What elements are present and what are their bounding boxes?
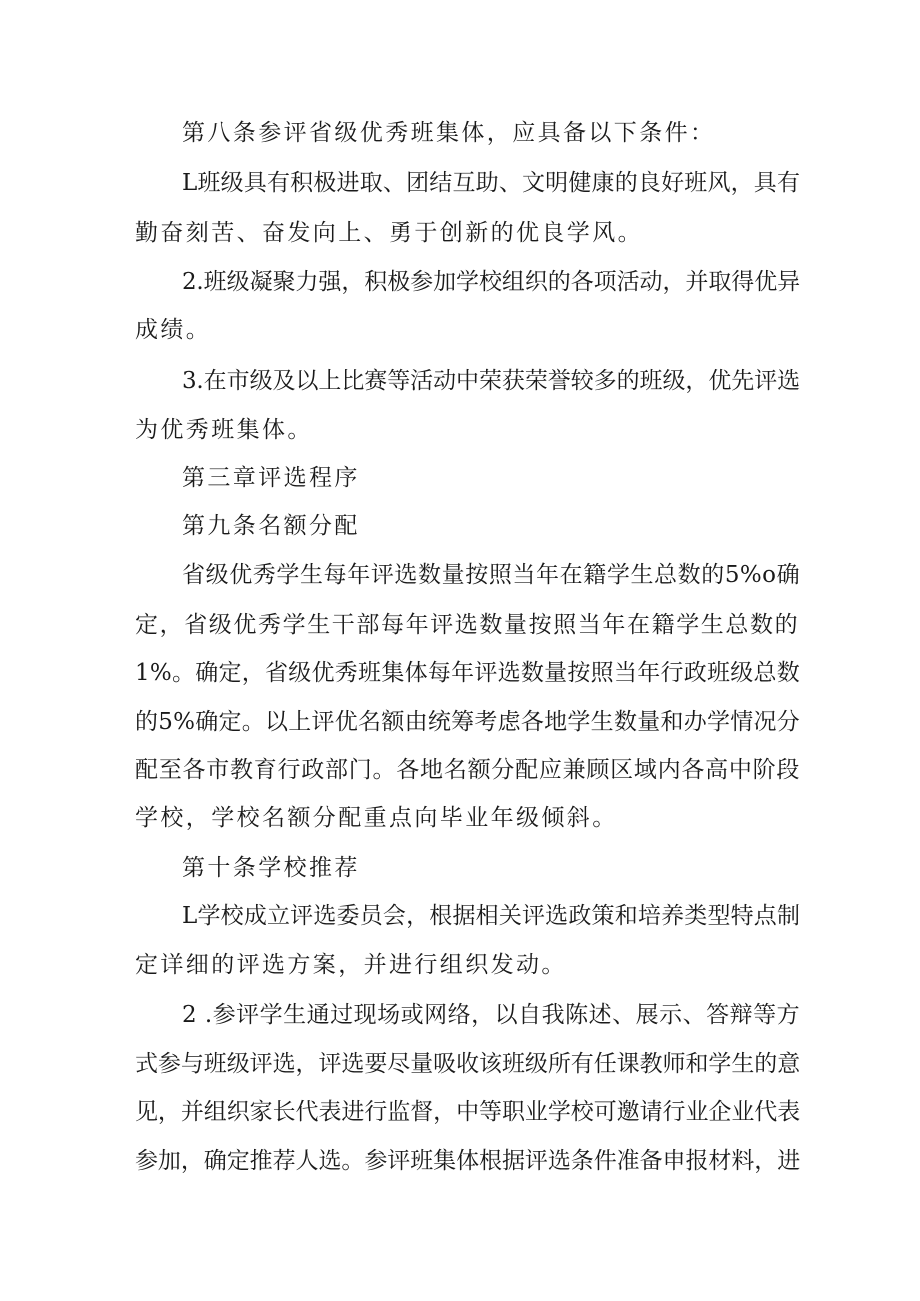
text-line: 1%。确定，省级优秀班集体每年评选数量按照当年行政班级总数 <box>135 660 800 686</box>
chapter-3-heading: 第三章评选程序 <box>182 465 360 491</box>
article-8-heading: 第八条参评省级优秀班集体，应具备以下条件： <box>182 120 716 146</box>
text-line: L学校成立评选委员会，根据相关评选政策和培养类型特点制 <box>182 903 800 929</box>
article-10-heading: 第十条学校推荐 <box>182 855 360 881</box>
text-line: 为优秀班集体。 <box>135 417 313 443</box>
article-9-heading: 第九条名额分配 <box>182 513 360 539</box>
text-line: 省级优秀学生每年评选数量按照当年在籍学生总数的5%o确 <box>182 562 800 588</box>
text-line: 参加，确定推荐人选。参评班集体根据评选条件准备申报材料，进 <box>135 1148 800 1174</box>
text-line: 勤奋刻苦、奋发向上、勇于创新的优良学风。 <box>135 220 643 246</box>
text-line: 式参与班级评选，评选要尽量吸收该班级所有任课教师和学生的意 <box>135 1051 800 1077</box>
text-line: 定详细的评选方案，并进行组织发动。 <box>135 952 567 978</box>
text-line: 2 .参评学生通过现场或网络，以自我陈述、展示、答辩等方 <box>182 1002 800 1028</box>
text-line: 3.在市级及以上比赛等活动中荣获荣誉较多的班级，优先评选 <box>182 368 800 394</box>
text-line: 见，并组织家长代表进行监督，中等职业学校可邀请行业企业代表 <box>135 1099 800 1125</box>
text-line: 成绩。 <box>135 317 212 343</box>
text-line: 的5%确定。以上评优名额由统筹考虑各地学生数量和办学情况分 <box>135 709 800 735</box>
text-line: 配至各市教育行政部门。各地名额分配应兼顾区域内各高中阶段 <box>135 757 800 783</box>
text-line: L班级具有积极进取、团结互助、文明健康的良好班风，具有 <box>182 170 800 196</box>
text-line: 学校，学校名额分配重点向毕业年级倾斜。 <box>135 805 618 831</box>
text-line: 2.班级凝聚力强，积极参加学校组织的各项活动，并取得优异 <box>182 269 800 295</box>
text-line: 定，省级优秀学生干部每年评选数量按照当年在籍学生总数的 <box>135 612 800 638</box>
